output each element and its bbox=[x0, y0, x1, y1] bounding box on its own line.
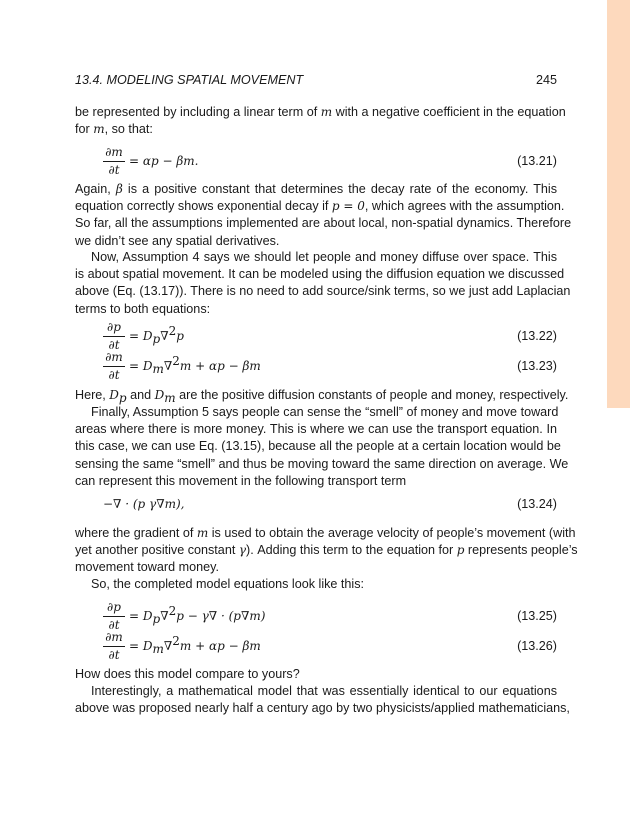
fraction-numerator: ∂p bbox=[103, 600, 125, 617]
text-line: So, the completed model equations look like this: bbox=[91, 577, 365, 591]
paragraph-3 bbox=[75, 249, 571, 318]
text-line: above was proposed nearly half a century ago by two physicists/applied mathematicians, bbox=[75, 701, 570, 716]
fraction bbox=[103, 145, 125, 178]
equation-number: (13.25) bbox=[517, 609, 557, 623]
paragraph-5 bbox=[75, 404, 569, 490]
text-fragment: with a negative coefficient in the equation bbox=[335, 105, 566, 119]
text-line bbox=[75, 198, 565, 215]
math-symbol: m bbox=[320, 105, 333, 119]
math-symbol: p = 0 bbox=[331, 199, 365, 214]
paragraph-4 bbox=[75, 387, 569, 405]
text-fragment: is a positive constant that determines the decay rate of the economy. This bbox=[127, 182, 558, 196]
text-line: movement toward money. bbox=[75, 560, 219, 575]
text-fragment: Here, bbox=[75, 388, 106, 402]
fraction-numerator: ∂m bbox=[103, 630, 125, 647]
equation-number: (13.21) bbox=[517, 154, 557, 168]
fraction bbox=[103, 350, 125, 383]
fraction-denominator: ∂t bbox=[108, 338, 120, 352]
text-fragment: Again, bbox=[75, 182, 111, 196]
math-symbol: m bbox=[93, 122, 105, 137]
text-fragment: for bbox=[75, 122, 90, 137]
fraction bbox=[103, 630, 125, 663]
text-line bbox=[75, 387, 569, 405]
text-fragment: yet another positive constant bbox=[75, 543, 236, 558]
equation-13-25 bbox=[75, 600, 557, 634]
text-line: So far, all the assumptions implemented are about local, non-spatial dynamics. Therefore bbox=[75, 216, 572, 231]
text-line: Finally, Assumption 5 says people can sense the “smell” of money and move toward bbox=[91, 405, 559, 419]
equation-13-21 bbox=[75, 145, 557, 179]
equation-rhs bbox=[129, 354, 261, 376]
fraction-denominator: ∂t bbox=[108, 648, 120, 662]
text-fragment: where the gradient of bbox=[75, 526, 194, 540]
text-line: Interestingly, a mathematical model that was essentially identical to our equations bbox=[91, 684, 557, 698]
equation-number: (13.24) bbox=[517, 497, 557, 511]
rhs-part: = D bbox=[129, 639, 153, 653]
fraction bbox=[103, 600, 125, 633]
text-fragment: is used to obtain the average velocity of people’s movement (with bbox=[211, 526, 576, 540]
text-line: sensing the same “smell” and thus be moving toward the same direction on average. We bbox=[75, 456, 569, 471]
fraction-numerator: ∂p bbox=[103, 320, 125, 337]
text-line bbox=[75, 181, 557, 198]
equation-number: (13.26) bbox=[517, 639, 557, 653]
text-fragment: equation correctly shows exponential decay if bbox=[75, 199, 329, 214]
equation-13-24 bbox=[75, 488, 557, 522]
equation-13-22 bbox=[75, 320, 557, 354]
equation-expression: −∇ · (p γ∇m), bbox=[103, 497, 185, 511]
math-symbol: β bbox=[115, 182, 123, 196]
math-symbol: γ bbox=[238, 543, 246, 558]
equation-rhs: = αp − βm. bbox=[129, 154, 199, 168]
rhs-part: = D bbox=[129, 329, 153, 343]
text-line bbox=[75, 525, 576, 542]
text-fragment: be represented by including a linear term of bbox=[75, 105, 318, 119]
rhs-superscript: 2 bbox=[168, 604, 177, 618]
text-line: is about spatial movement. It can be modeled using the diffusion equation we discussed bbox=[75, 267, 565, 282]
text-line: this case, we can use Eq. (13.15), because all the people at a certain location would be bbox=[75, 439, 561, 454]
section-title: 13.4. MODELING SPATIAL MOVEMENT bbox=[75, 73, 304, 87]
paragraph-2 bbox=[75, 181, 572, 250]
equation-rhs bbox=[129, 634, 261, 656]
text-line bbox=[75, 121, 557, 138]
text-fragment: are the positive diffusion constants of people and money, respectively. bbox=[179, 388, 569, 402]
paragraph-1 bbox=[75, 104, 566, 138]
fraction-denominator: ∂t bbox=[108, 368, 120, 382]
text-line bbox=[75, 104, 566, 121]
rhs-subscript: p bbox=[152, 332, 161, 346]
running-head bbox=[75, 73, 557, 91]
math-symbol: D bbox=[154, 388, 165, 402]
equation-rhs bbox=[129, 324, 184, 346]
math-subscript: p bbox=[118, 391, 127, 405]
text-line: we didn’t see any spatial derivatives. bbox=[75, 233, 280, 248]
paragraph-8 bbox=[75, 666, 557, 683]
math-subscript: m bbox=[164, 391, 176, 405]
rhs-part: ∇ bbox=[163, 639, 173, 653]
paragraph-6 bbox=[75, 525, 578, 577]
fraction-numerator: ∂m bbox=[103, 145, 125, 162]
text-line bbox=[75, 542, 578, 559]
rhs-superscript: 2 bbox=[172, 634, 180, 648]
equation-number: (13.23) bbox=[517, 359, 557, 373]
text-line: Now, Assumption 4 says we should let people and money diffuse over space. This bbox=[91, 250, 557, 264]
rhs-part: ∇ bbox=[160, 609, 169, 623]
fraction-numerator: ∂m bbox=[103, 350, 125, 367]
text-fragment: , which agrees with the assumption. bbox=[364, 199, 565, 214]
text-fragment: ). Adding this term to the equation for bbox=[246, 543, 454, 558]
rhs-part: m + αp − βm bbox=[179, 359, 261, 373]
paragraph-9 bbox=[75, 683, 570, 717]
text-line: can represent this movement in the following transport term bbox=[75, 473, 407, 488]
chapter-side-tab bbox=[607, 0, 630, 408]
rhs-part: = D bbox=[129, 359, 153, 373]
rhs-part: p bbox=[176, 329, 184, 343]
text-line: areas where there is more money. This is where we can use the transport equation. In bbox=[75, 422, 557, 437]
paragraph-7 bbox=[75, 576, 557, 593]
text-line: terms to both equations: bbox=[75, 301, 211, 316]
page-number: 245 bbox=[535, 73, 557, 87]
text-fragment: and bbox=[130, 388, 152, 402]
rhs-subscript: p bbox=[152, 612, 161, 626]
rhs-subscript: m bbox=[152, 642, 164, 656]
rhs-superscript: 2 bbox=[168, 324, 177, 338]
text-fragment: , so that: bbox=[104, 122, 153, 137]
rhs-subscript: m bbox=[152, 362, 164, 376]
fraction-denominator: ∂t bbox=[108, 163, 120, 177]
rhs-part: m + αp − βm bbox=[179, 639, 261, 653]
text-line: above (Eq. (13.17)). There is no need to add source/sink terms, so we just add Laplacian bbox=[75, 284, 571, 299]
math-symbol: D bbox=[109, 388, 119, 402]
text-fragment: represents people’s bbox=[467, 543, 578, 558]
rhs-part: ∇ bbox=[163, 359, 173, 373]
rhs-part: p − γ∇ · (p∇m) bbox=[176, 609, 266, 623]
math-symbol: p bbox=[456, 543, 465, 558]
math-symbol: m bbox=[196, 526, 209, 540]
rhs-superscript: 2 bbox=[172, 354, 180, 368]
rhs-part: ∇ bbox=[160, 329, 169, 343]
fraction bbox=[103, 320, 125, 353]
equation-number: (13.22) bbox=[517, 329, 557, 343]
equation-rhs bbox=[129, 604, 266, 626]
fraction-denominator: ∂t bbox=[108, 618, 120, 632]
rhs-part: = D bbox=[129, 609, 153, 623]
text-line: How does this model compare to yours? bbox=[75, 667, 300, 681]
equation-13-26 bbox=[75, 630, 557, 664]
equation-13-23 bbox=[75, 350, 557, 384]
